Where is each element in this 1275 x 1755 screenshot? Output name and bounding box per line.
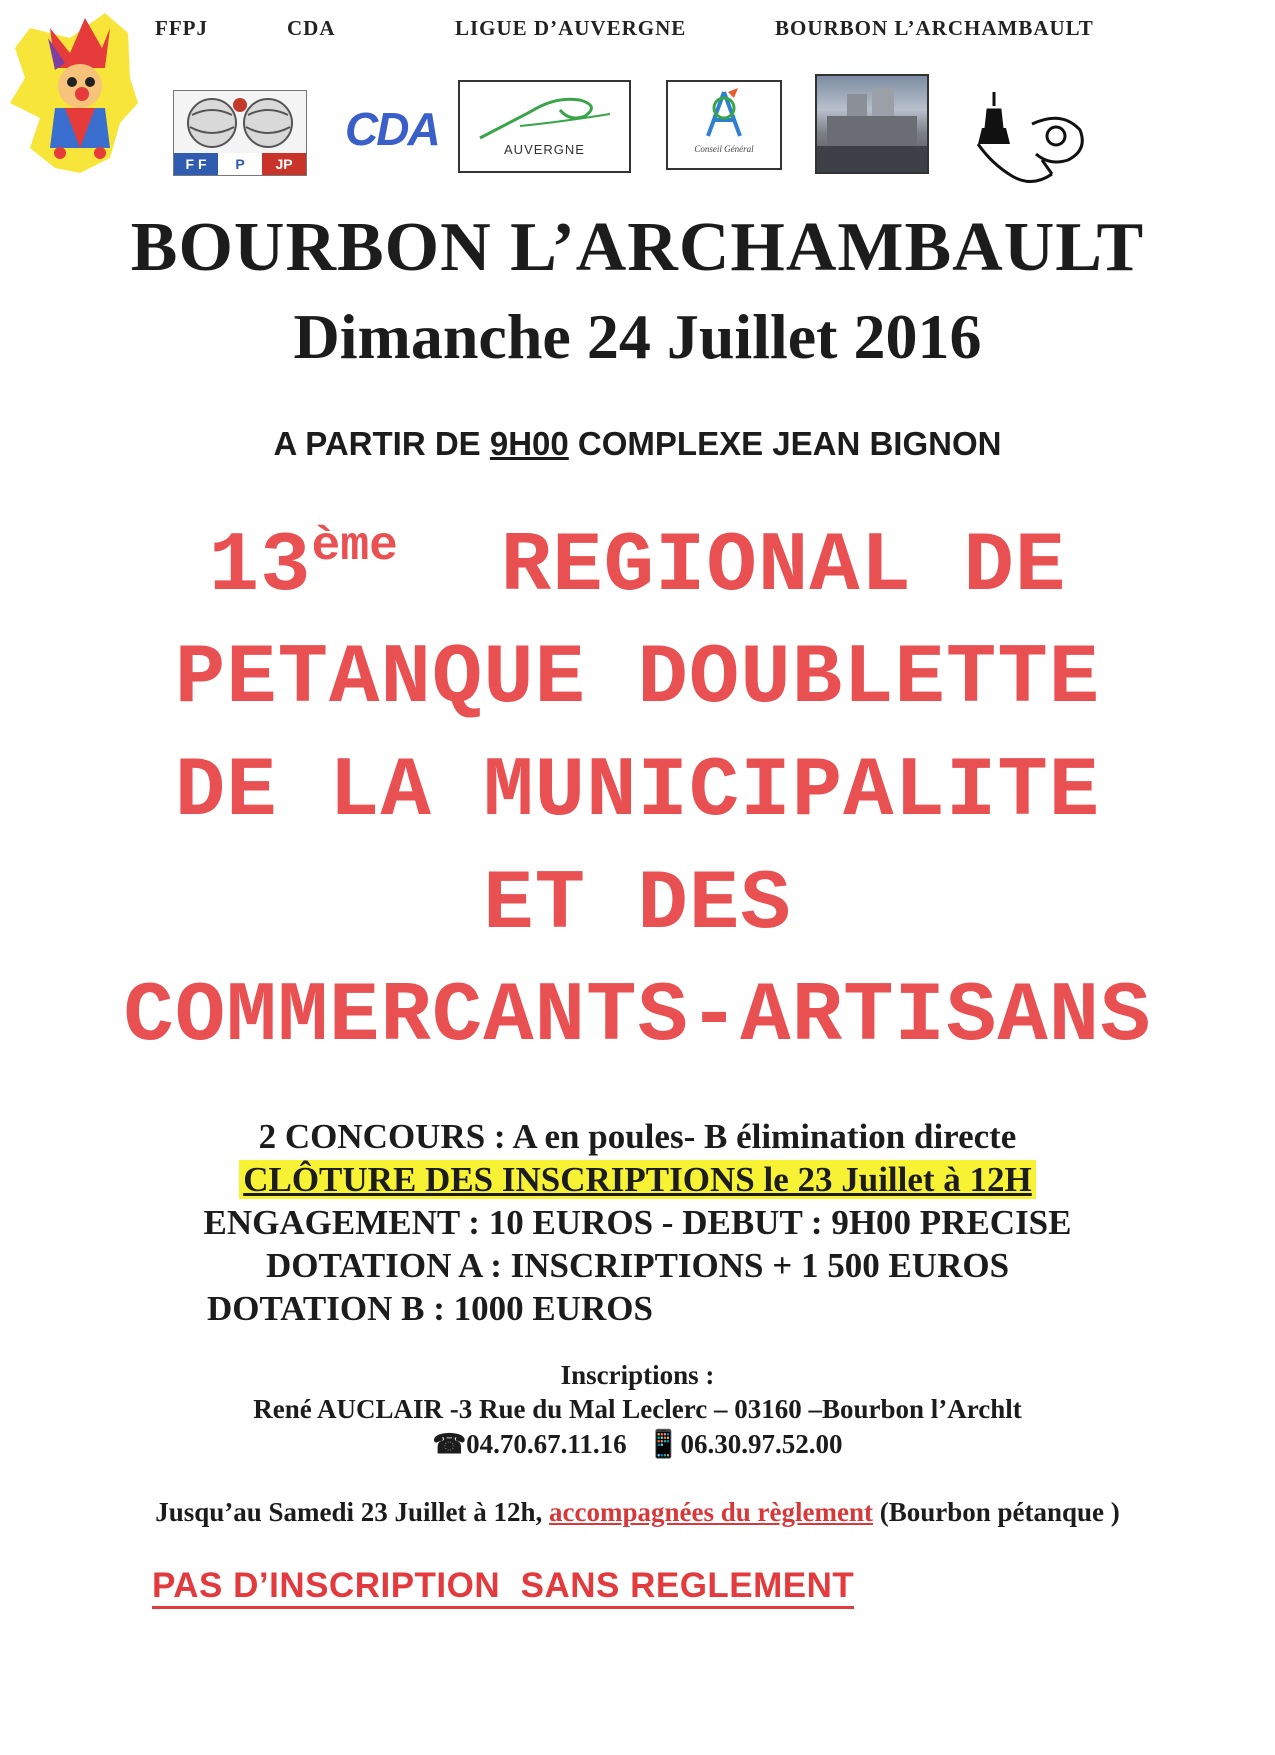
cda-logo	[345, 102, 441, 164]
phone-icon: ☎	[432, 1429, 467, 1459]
jester-mascot-icon	[10, 8, 138, 173]
title-line-1-rest: REGIONAL DE	[397, 520, 1067, 615]
engagement-line: ENGAGEMENT : 10 EUROS - DEBUT : 9H00 PRECISE	[203, 1203, 1072, 1242]
bourbon-city-photo	[815, 74, 929, 174]
town-name: BOURBON L’ARCHAMBAULT	[130, 209, 1145, 286]
deadline-link[interactable]: accompagnées du règlement	[549, 1497, 873, 1527]
dotation-a-line: DOTATION A : INSCRIPTIONS + 1 500 EUROS	[265, 1246, 1010, 1285]
title-line-3: DE LA MUNICIPALITE	[174, 745, 1101, 840]
edition-number: 13	[208, 520, 312, 615]
sponsor-ligue-auvergne: LIGUE D’AUVERGNE	[455, 16, 687, 40]
inscriptions-phones	[0, 1428, 1275, 1460]
title-line-5: COMMERCANTS-ARTISANS	[123, 970, 1152, 1065]
ffpjp-letters-jp: JP	[262, 153, 306, 175]
start-suffix: COMPLEXE JEAN BIGNON	[568, 425, 1002, 462]
cloture-line	[0, 1160, 1275, 1200]
sponsor-ffpj: FFPJ	[155, 16, 208, 40]
phone-mobile: 06.30.97.52.00	[680, 1429, 843, 1459]
conseil-general-text: Conseil Général	[694, 144, 754, 154]
ffpjp-letters-p: P	[218, 153, 262, 175]
start-prefix: A PARTIR DE	[273, 425, 490, 462]
sponsor-cda: CDA	[287, 16, 336, 40]
start-info	[0, 425, 1275, 463]
cda-logo-text: CDA	[345, 103, 439, 155]
dotation-b-line: DOTATION B : 1000 EUROS	[207, 1289, 653, 1328]
title-line-1	[0, 520, 1275, 615]
phone-fixed: 04.70.67.11.16	[466, 1429, 627, 1459]
inscriptions-deadline	[0, 1497, 1275, 1528]
sponsor-bourbon: BOURBON L’ARCHAMBAULT	[775, 16, 1094, 40]
edition-suffix: ème	[311, 520, 398, 574]
conseil-general-logo	[666, 80, 782, 170]
auvergne-logo	[458, 80, 631, 173]
event-date: Dimanche 24 Juillet 2016	[293, 301, 982, 372]
mobile-phone-icon: 📱	[646, 1429, 681, 1459]
tower-hand-icon	[972, 84, 1092, 194]
auvergne-logo-text: AUVERGNE	[504, 142, 585, 157]
warning-line: PAS D’INSCRIPTION SANS REGLEMENT	[152, 1566, 854, 1609]
title-line-4: ET DES	[483, 858, 792, 953]
petanque-balls-logo	[173, 90, 307, 176]
start-time: 9H00	[489, 425, 569, 462]
title-line-2: PETANQUE DOUBLETTE	[174, 632, 1101, 727]
concours-line: 2 CONCOURS : A en poules- B élimination directe	[258, 1117, 1017, 1156]
inscriptions-heading: Inscriptions :	[560, 1360, 715, 1390]
deadline-suffix: (Bourbon pétanque )	[872, 1497, 1120, 1527]
cloture-highlight: CLÔTURE DES INSCRIPTIONS le 23 Juillet à 12H	[239, 1160, 1036, 1199]
inscriptions-address: René AUCLAIR -3 Rue du Mal Leclerc – 03160 –Bourbon l’Archlt	[253, 1394, 1022, 1424]
deadline-prefix: Jusqu’au Samedi 23 Juillet à 12h,	[155, 1497, 550, 1527]
ffpjp-letters-ff: F F	[174, 153, 218, 175]
